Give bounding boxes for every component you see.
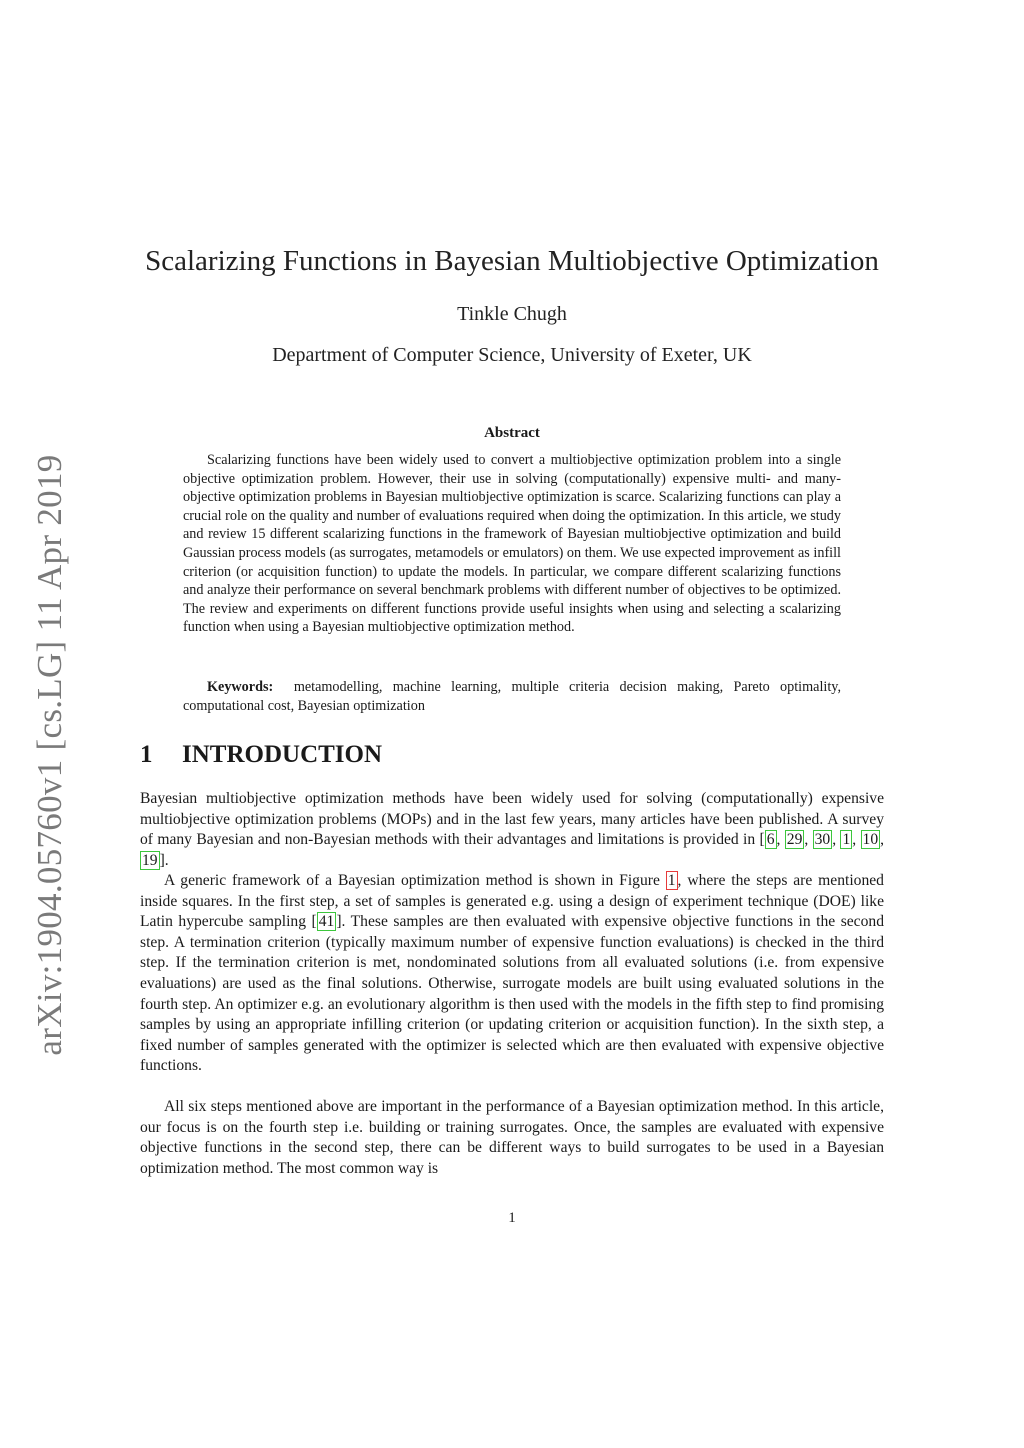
- author-name: Tinkle Chugh: [457, 303, 567, 325]
- intro-paragraph-1: Bayesian multiobjective optimization methods have been widely used for solving (computationally) expensive multiobjective optimization problems (MOPs) and in the last few years, many articles have been published. A survey of many Bayesian and non-Bayesian methods with their advantages and limitations is provided in [ 6 , 29 , 30 , 1 , 10 , 19 ].: [140, 790, 885, 869]
- abstract-heading: Abstract: [484, 425, 540, 441]
- citation-link[interactable]: 19: [142, 851, 158, 869]
- citation-link[interactable]: 41: [318, 913, 335, 931]
- author-affiliation: Department of Computer Science, University of Exeter, UK: [272, 344, 752, 366]
- citation-link[interactable]: 6: [766, 831, 775, 849]
- section-heading: [140, 741, 382, 769]
- paragraph-text: Bayesian multiobjective optimization methods have been widely used for solving (computationally) expensive multiobjective optimization problems (MOPs) and in the last few years, many articles have been published. A survey of many Bayesian and non-Bayesian methods with their advantages and limitations is provided in [: [140, 790, 884, 849]
- citation-link[interactable]: 10: [862, 831, 879, 849]
- keywords: [183, 678, 841, 715]
- arxiv-identifier[interactable]: arXiv:1904.05760v1 [cs.LG] 11 Apr 2019: [30, 454, 69, 1056]
- intro-paragraph-2: [140, 871, 884, 1077]
- paragraph-text: A generic framework of a Bayesian optimization method is shown in Figure: [164, 872, 666, 889]
- section-title: INTRODUCTION: [182, 741, 383, 768]
- figure-reference-link[interactable]: 1: [667, 872, 676, 889]
- keywords-label: Keywords:: [207, 679, 274, 695]
- page-number: 1: [508, 1210, 516, 1226]
- citation-link[interactable]: 29: [786, 831, 803, 849]
- section-number: 1: [140, 741, 153, 768]
- paper-title: Scalarizing Functions in Bayesian Multiobjective Optimization: [145, 245, 879, 277]
- keywords-list: metamodelling, machine learning, multiple criteria decision making, Pareto optimality, computational cost, Bayesian optimization: [183, 679, 842, 714]
- citation-link[interactable]: 30: [814, 831, 831, 849]
- arxiv-side-stamp: [28, 450, 72, 1060]
- intro-paragraph-3: All six steps mentioned above are important in the performance of a Bayesian optimization method. In this article, our focus is on the fourth step i.e. building or training surrogates. Once, the samples are evaluated with expensive objective functions in the second step, there can be different ways to build surrogates to be used in a Bayesian optimization method. The most common way is: [140, 1098, 884, 1177]
- abstract-text: Scalarizing functions have been widely used to convert a multiobjective optimization problem into a single objective optimization problem. However, their use in solving (computationally) expensive multi- and many-objective optimization problems in Bayesian multiobjective optimization is scarce. Scalarizing functions can play a crucial role on the quality and number of evaluations required when doing the optimization. In this article, we study and review 15 different scalarizing functions in the framework of Bayesian multiobjective optimization and build Gaussian process models (as surrogates, metamodels or emulators) on them. We use expected improvement as infill criterion (or acquisition function) to update the models. In particular, we compare different scalarizing functions and analyze their performance on several benchmark problems with different number of objectives to be optimized. The review and experiments on different functions provide useful insights when using and selecting a scalarizing function when using a Bayesian multiobjective optimization method.: [183, 452, 841, 636]
- citation-link[interactable]: 1: [842, 831, 851, 849]
- paragraph-text: , where the steps are mentioned inside squares. In the first step, a set of samples is generated e.g. using a design of experiment technique (DOE) like Latin hypercube sampling [: [140, 872, 884, 931]
- paragraph-text: ]. These samples are then evaluated with expensive objective functions in the second step. A termination criterion (typically maximum number of expensive function evaluations) is checked in the third step. If the termination criterion is met, nondominated solutions from all evaluated solutions (i.e. from expensive evaluations) are used as the final solutions. Otherwise, surrogate models are built using evaluated solutions in the fourth step. An optimizer e.g. an evolutionary algorithm is then used with the models in the fifth step to find promising samples by using an appropriate infilling criterion (or updating criterion or acquisition function). In the sixth step, a fixed number of samples generated with the optimizer is selected which are then evaluated with expensive objective functions.: [140, 913, 884, 1075]
- paragraph-text: ].: [159, 851, 169, 869]
